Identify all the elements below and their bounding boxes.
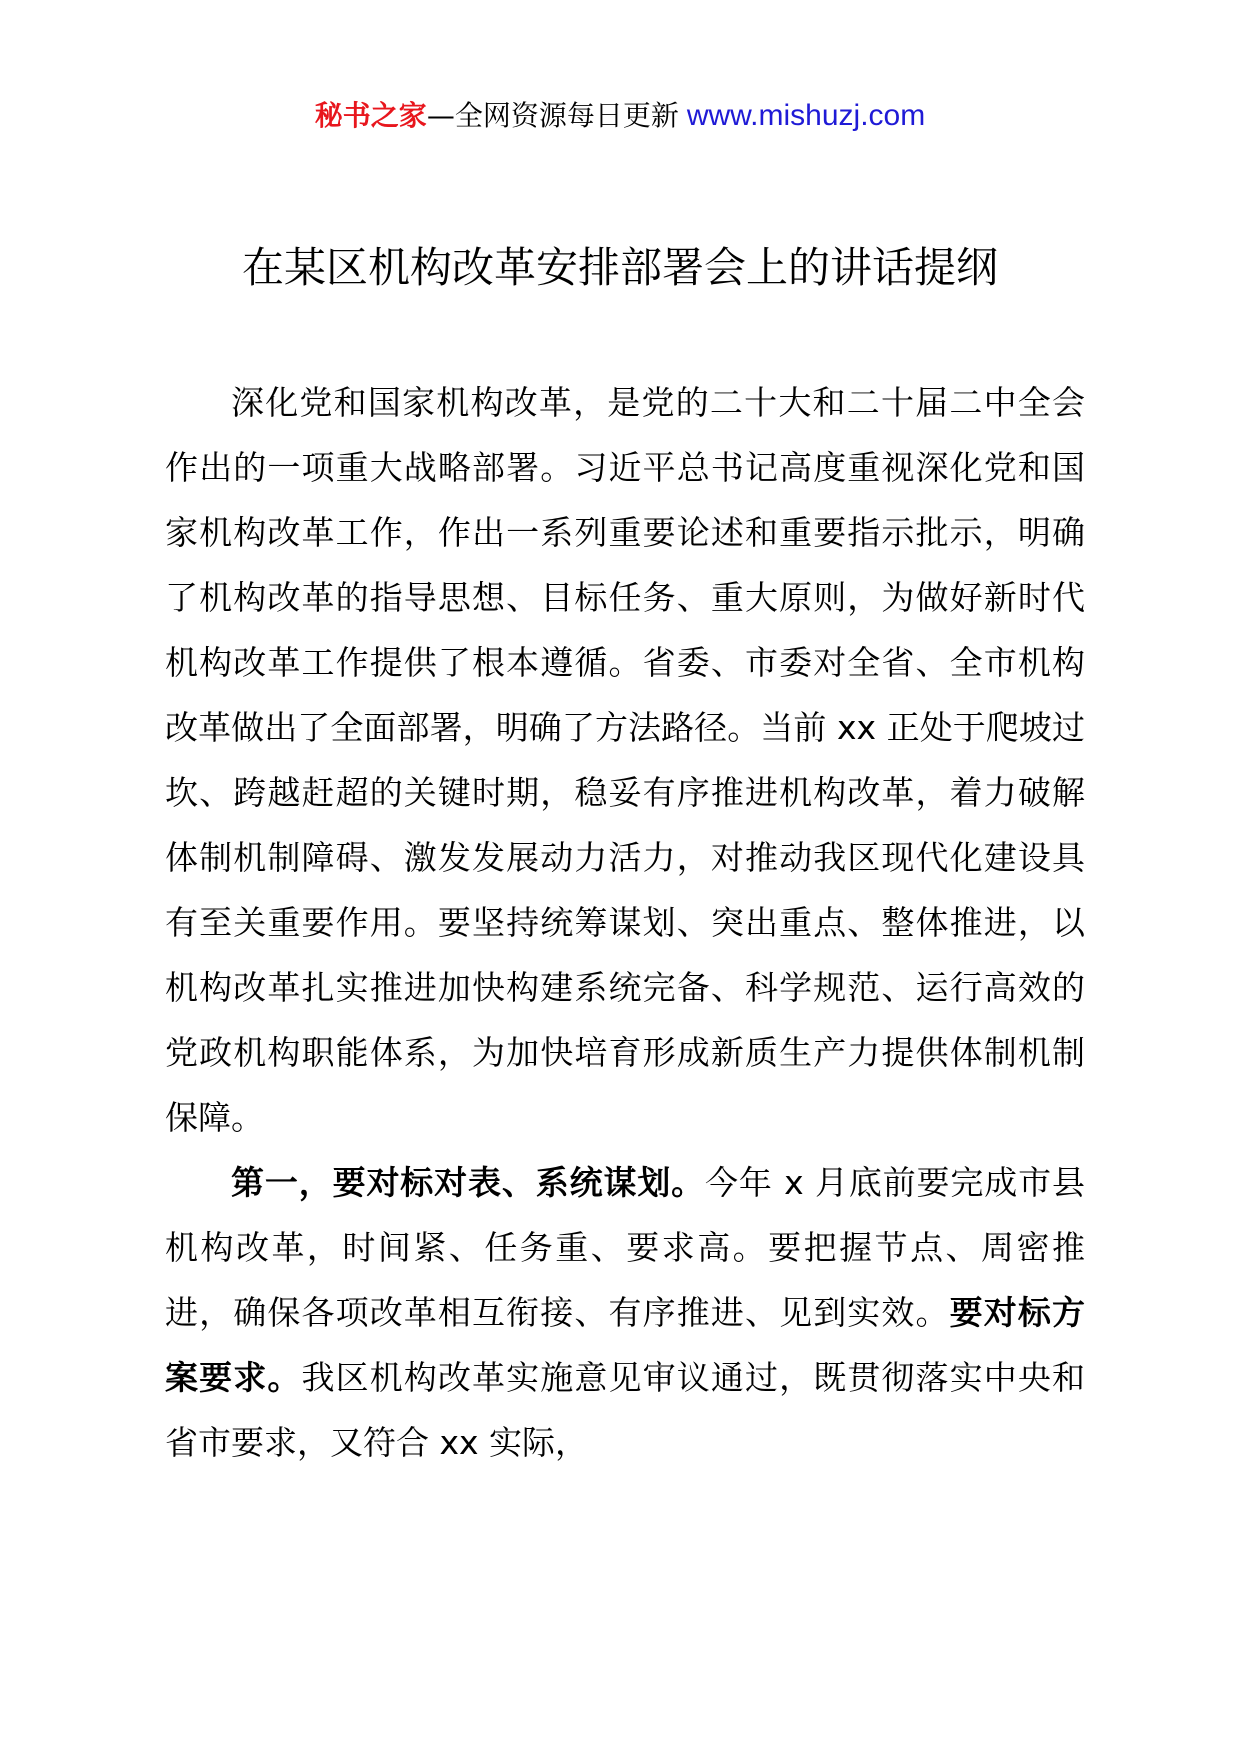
- site-slogan: —全网资源每日更新: [426, 99, 679, 132]
- point-text-continued: 我区机构改革实施意见审议通过，既贯彻落实中央和省市要求，又符合 xx 实际，: [165, 1358, 1086, 1462]
- paragraph-intro: 深化党和国家机构改革，是党的二十大和二十届二中全会作出的一项重大战略部署。习近平总书记高度重视深化党和国家机构改革工作，作出一系列重要论述和重要指示批示，明确了机构改革的指导思想、目标任务、重大原则，为做好新时代机构改革工作提供了根本遵循。省委、市委对全省、全市机构改革做出了全面部署，明确了方法路径。当前 xx 正处于爬坡过坎、跨越赶超的关键时期，稳妥有序推进机构改革，着力破解体制机制障碍、激发发展动力活力，对推动我区现代化建设具有至关重要作用。要坚持统筹谋划、突出重点、整体推进，以机构改革扎实推进加快构建系统完备、科学规范、运行高效的党政机构职能体系，为加快培育形成新质生产力提供体制机制保障。: [165, 383, 1085, 1137]
- site-brand: 秘书之家: [314, 99, 427, 132]
- document-body: [165, 370, 1085, 1475]
- document-title: 在某区机构改革安排部署会上的讲话提纲: [241, 243, 998, 292]
- paragraph-first-point: [165, 1150, 1085, 1475]
- point-heading: 第一，要对标对表、系统谋划。: [231, 1163, 706, 1202]
- point-subheading: 要对标方案要求。: [165, 1293, 1086, 1397]
- site-url-link[interactable]: www.mishuzj.com: [686, 99, 926, 132]
- point-text: 今年 x 月底前要完成市县机构改革，时间紧、任务重、要求高。要把握节点、周密推进，确保各项改革相互衔接、有序推进、见到实效。: [165, 1163, 1085, 1332]
- site-header: [0, 96, 1240, 136]
